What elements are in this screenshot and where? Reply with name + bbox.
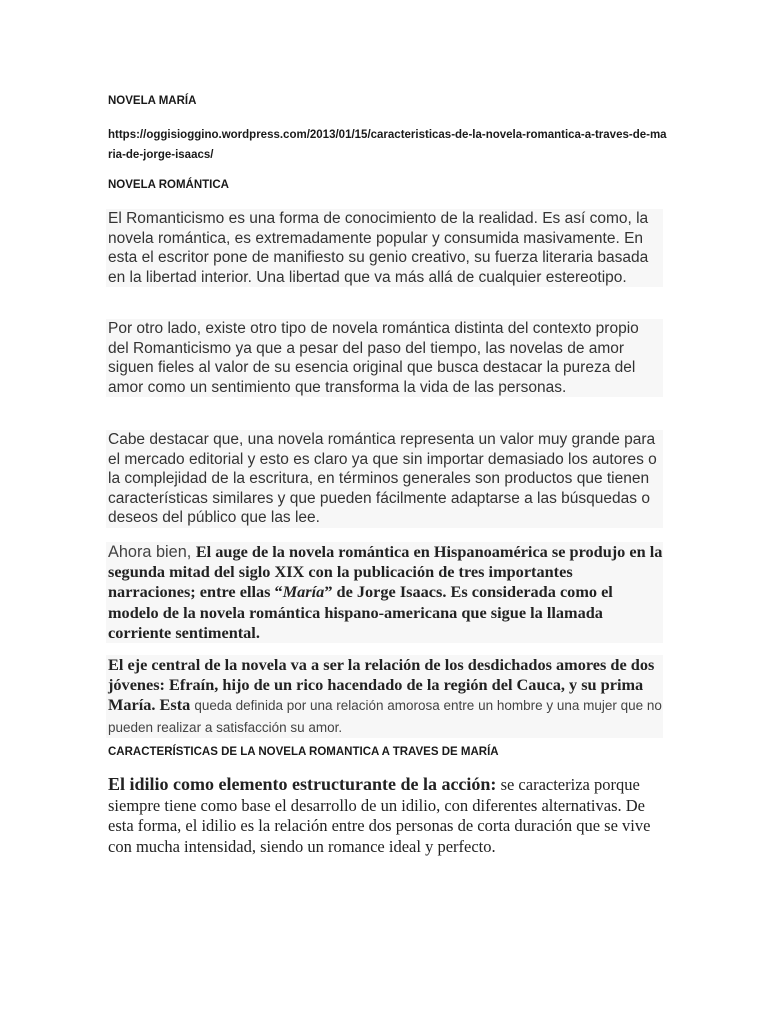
source-url: https://oggisioggino.wordpress.com/2013/01/15/caracteristicas-de-la-novela-romantica-a-traves-de-maria-de-jorge-isaacs/ <box>108 129 667 161</box>
paragraph-2: Por otro lado, existe otro tipo de novela romántica distinta del contexto propio del Romanticismo ya que a pesar del paso del tiempo, las novelas de amor siguen fieles al valor de su esencia original que busca destacar la pureza del amor como un sentimiento que transforma la vida de las personas. <box>106 319 663 397</box>
section-heading-novela-romantica: NOVELA ROMÁNTICA <box>108 179 229 191</box>
paragraph-5-bold: El eje central de la novela va a ser la relación de los desdichados amores de dos jóvenes: Efraín, hijo de un rico hacendado de la región del Cauca, y su prima María. Esta <box>108 655 655 715</box>
paragraph-3: Cabe destacar que, una novela romántica representa un valor muy grande para el mercado editorial y esto es claro ya que sin importar demasiado los autores o la complejidad de la escritura, en términos generales son productos que tienen características similares y que pueden fácilmente adaptarse a las búsquedas o deseos del público que las lee. <box>106 430 663 528</box>
paragraph-1: El Romanticismo es una forma de conocimiento de la realidad. Es así como, la novela romántica, es extremadamente popular y consumida masivamente. En esta el escritor pone de manifiesto su genio creativo, su fuerza literaria basada en la libertad interior. Una libertad que va más allá de cualquier estereotipo. <box>106 209 663 287</box>
doc-title: NOVELA MARÍA <box>108 95 197 107</box>
paragraph-4-book-title: María <box>282 582 325 602</box>
paragraph-6 <box>108 774 668 857</box>
paragraph-6-lead: El idilio como elemento estructurante de la acción: <box>108 774 497 794</box>
paragraph-4 <box>106 542 663 643</box>
paragraph-5 <box>106 655 663 738</box>
paragraph-4-intro: Ahora bien, <box>108 543 196 561</box>
paragraph-4-author: Jorge Isaacs <box>356 582 443 602</box>
paragraph-5-rest: queda definida por una relación amorosa entre un hombre y una mujer que no pueden realizar a satisfacción su amor. <box>108 698 662 735</box>
paragraph-4-part1: El auge de la novela romántica en Hispanoamérica se produjo en la segunda mitad del siglo XIX con la publicación de tres importantes narraciones; entre ellas “ <box>108 542 663 602</box>
paragraph-4-part3: . Es considerada como el modelo de la novela romántica hispano-americana que sigue la llamada corriente sentimental. <box>108 582 613 642</box>
section-heading-caracteristicas: CARACTERÍSTICAS DE LA NOVELA ROMANTICA A TRAVES DE MARÍA <box>108 746 499 758</box>
paragraph-4-part2: ” de <box>324 582 357 602</box>
paragraph-6-rest: se caracteriza porque siempre tiene como base el desarrollo de un idilio, con diferentes alternativas. De esta forma, el idilio es la relación entre dos personas de corta duración que se vive con mucha intensidad, siendo un romance ideal y perfecto. <box>108 775 651 856</box>
